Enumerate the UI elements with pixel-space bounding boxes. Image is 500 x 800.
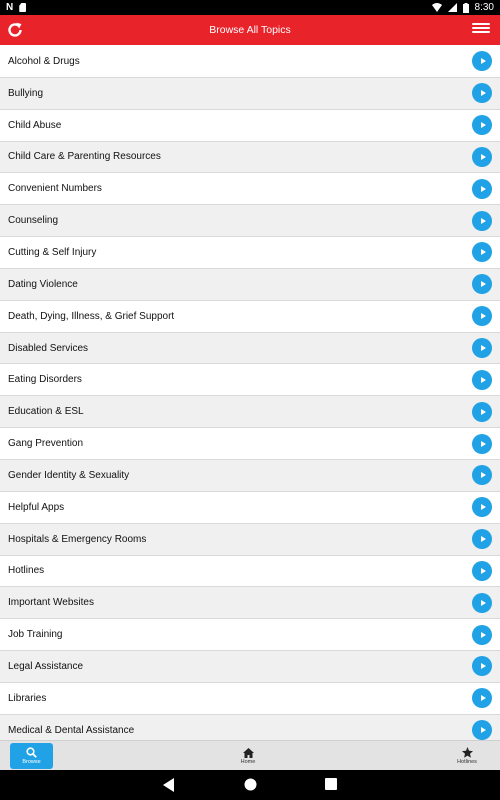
chevron-right-icon[interactable] (472, 274, 492, 294)
chevron-right-icon[interactable] (472, 402, 492, 422)
topic-row[interactable] (0, 587, 500, 619)
chevron-right-icon[interactable] (472, 211, 492, 231)
topic-label: Child Abuse (8, 119, 62, 131)
topic-label: Libraries (8, 692, 47, 704)
topic-row[interactable] (0, 651, 500, 683)
topic-label: Death, Dying, Illness, & Grief Support (8, 310, 175, 322)
tab-home[interactable] (228, 743, 268, 769)
hamburger-menu-icon[interactable] (472, 23, 490, 37)
chevron-right-icon[interactable] (472, 561, 492, 581)
topic-label: Dating Violence (8, 278, 78, 290)
topic-label: Hospitals & Emergency Rooms (8, 533, 147, 545)
topic-row[interactable] (0, 396, 500, 428)
chevron-right-icon[interactable] (472, 51, 492, 71)
chevron-right-icon[interactable] (472, 338, 492, 358)
page-title: Browse All Topics (209, 24, 291, 36)
topic-row[interactable] (0, 524, 500, 556)
chevron-right-icon[interactable] (472, 115, 492, 135)
chevron-right-icon[interactable] (472, 242, 492, 262)
topic-label: Medical & Dental Assistance (8, 724, 135, 736)
topic-label: Child Care & Parenting Resources (8, 151, 161, 163)
home-icon (243, 748, 254, 758)
tab-home-label: Home (240, 758, 256, 765)
home-nav-icon[interactable] (244, 778, 257, 791)
topic-row[interactable] (0, 205, 500, 237)
topic-row[interactable] (0, 269, 500, 301)
topic-label: Gender Identity & Sexuality (8, 469, 130, 481)
chevron-right-icon[interactable] (472, 83, 492, 103)
search-icon (26, 747, 37, 758)
topic-label: Cutting & Self Injury (8, 246, 97, 258)
refresh-icon[interactable] (6, 21, 24, 39)
chevron-right-icon[interactable] (472, 625, 492, 645)
topic-label: Counseling (8, 215, 59, 227)
topic-label: Alcohol & Drugs (8, 55, 80, 67)
topic-list (0, 46, 500, 740)
recents-icon[interactable] (325, 778, 337, 790)
tab-browse[interactable] (10, 743, 53, 769)
topic-row[interactable] (0, 173, 500, 205)
sim-card-icon (19, 3, 26, 12)
topic-label: Legal Assistance (8, 660, 84, 672)
topic-label: Helpful Apps (8, 501, 65, 513)
topic-label: Important Websites (8, 597, 94, 609)
topic-row[interactable] (0, 556, 500, 588)
chevron-right-icon[interactable] (472, 497, 492, 517)
topic-row[interactable] (0, 428, 500, 460)
wifi-icon (432, 3, 442, 12)
chevron-right-icon[interactable] (472, 656, 492, 676)
chevron-right-icon[interactable] (472, 179, 492, 199)
bottom-tab-bar (0, 740, 500, 770)
chevron-right-icon[interactable] (472, 370, 492, 390)
chevron-right-icon[interactable] (472, 593, 492, 613)
topic-label: Convenient Numbers (8, 183, 102, 195)
battery-icon (463, 3, 469, 13)
signal-icon (448, 3, 457, 12)
n-notification-icon: N (6, 2, 14, 13)
star-icon (462, 747, 473, 758)
status-time: 8:30 (474, 2, 494, 13)
topic-row[interactable] (0, 460, 500, 492)
chevron-right-icon[interactable] (472, 720, 492, 740)
topic-label: Gang Prevention (8, 438, 84, 450)
topic-label: Bullying (8, 87, 44, 99)
tab-hotlines[interactable] (446, 743, 488, 769)
topic-row[interactable] (0, 619, 500, 651)
chevron-right-icon[interactable] (472, 306, 492, 326)
topic-row[interactable] (0, 364, 500, 396)
topic-row[interactable] (0, 333, 500, 365)
topic-label: Education & ESL (8, 406, 84, 418)
topic-row[interactable] (0, 683, 500, 715)
android-nav-bar (0, 770, 500, 800)
chevron-right-icon[interactable] (472, 434, 492, 454)
topic-row[interactable] (0, 142, 500, 174)
app-header (0, 15, 500, 45)
back-icon[interactable] (163, 778, 175, 792)
chevron-right-icon[interactable] (472, 688, 492, 708)
topic-label: Job Training (8, 629, 63, 641)
status-bar (0, 0, 500, 15)
topic-label: Disabled Services (8, 342, 89, 354)
topic-label: Eating Disorders (8, 374, 82, 386)
topic-row[interactable] (0, 715, 500, 740)
chevron-right-icon[interactable] (472, 465, 492, 485)
topic-row[interactable] (0, 78, 500, 110)
topic-label: Hotlines (8, 565, 45, 577)
topic-row[interactable] (0, 110, 500, 142)
topic-row[interactable] (0, 492, 500, 524)
tab-browse-label: Browse (22, 759, 41, 765)
chevron-right-icon[interactable] (472, 529, 492, 549)
tab-hotlines-label: Hotlines (457, 759, 477, 765)
topic-row[interactable] (0, 301, 500, 333)
topic-row[interactable] (0, 46, 500, 78)
chevron-right-icon[interactable] (472, 147, 492, 167)
topic-row[interactable] (0, 237, 500, 269)
